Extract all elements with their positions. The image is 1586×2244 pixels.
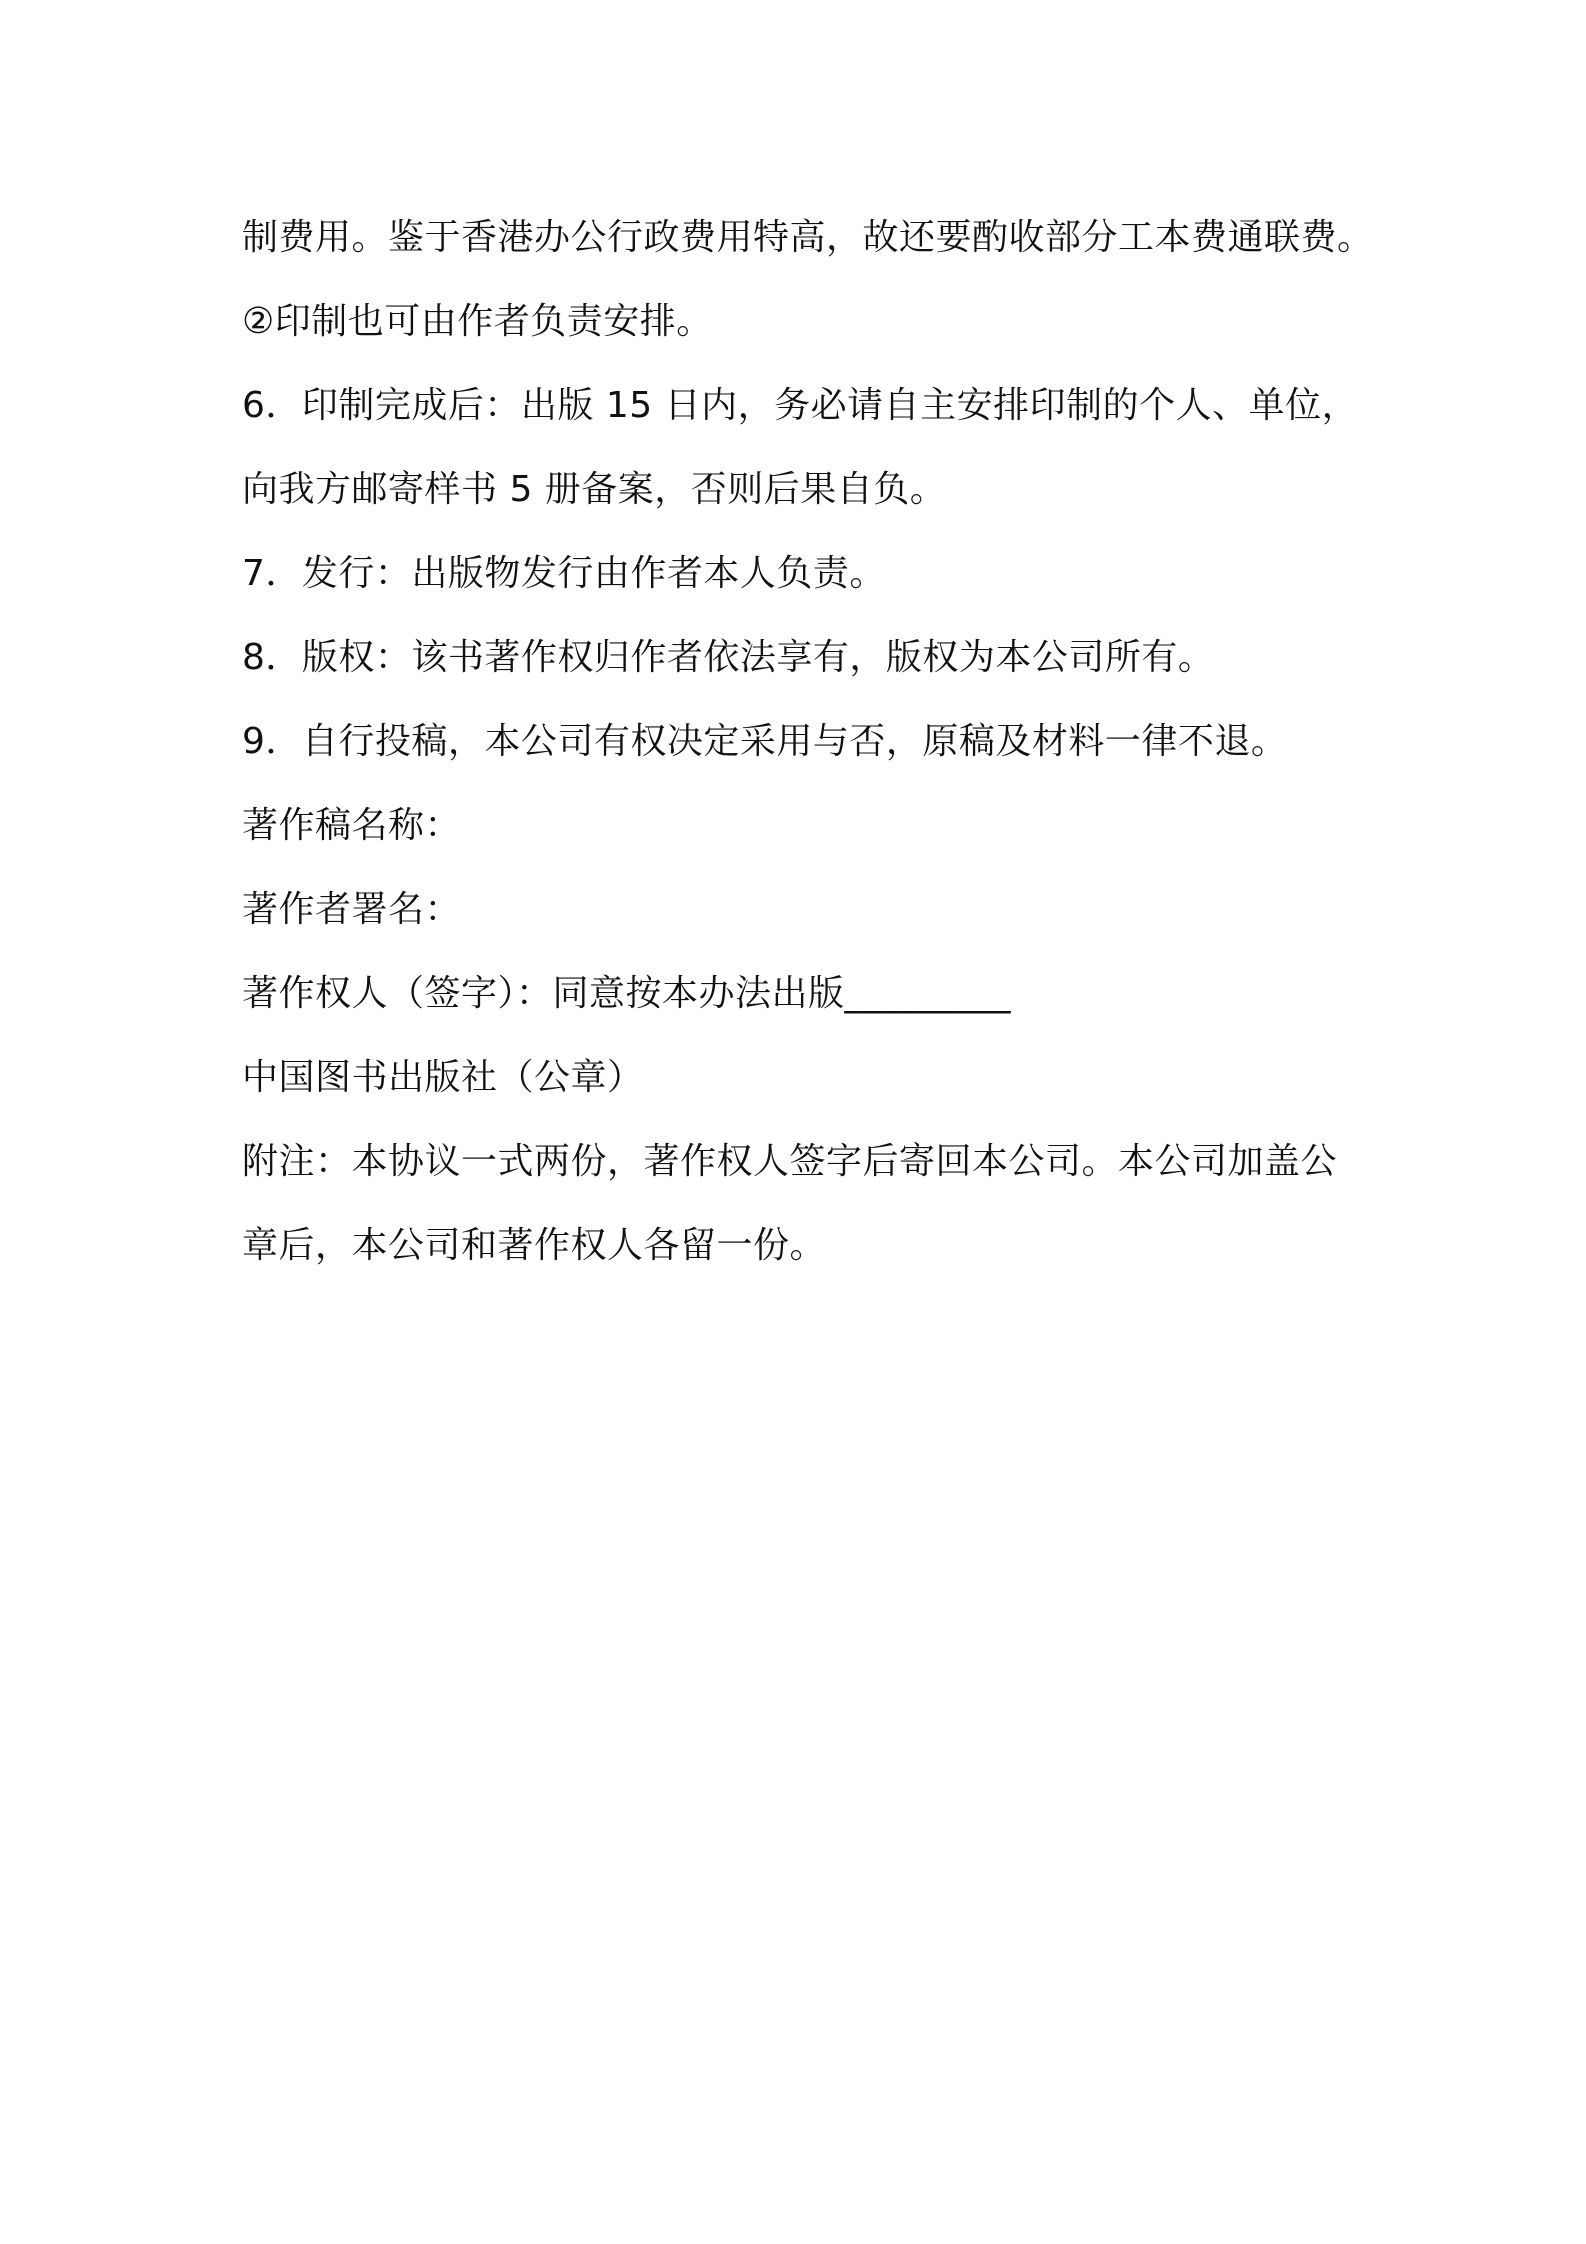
clause-9-submission: 9．自行投稿，本公司有权决定采用与否，原稿及材料一律不退。 <box>242 721 1288 762</box>
clause-6-continuation: 向我方邮寄样书 5 册备案，否则后果自负。 <box>242 469 947 510</box>
appendix-note: 附注：本协议一式两份，著作权人签字后寄回本公司。本公司加盖公 <box>242 1141 1338 1182</box>
document-body <box>242 196 1374 1288</box>
clause-8-copyright: 8．版权：该书著作权归作者依法享有，版权为本公司所有。 <box>242 637 1215 678</box>
author-name-field: 著作者署名： <box>242 889 462 930</box>
clause-6-after-printing: 6．印制完成后：出版 15 日内，务必请自主安排印制的个人、单位， <box>242 385 1359 426</box>
clause-7-distribution: 7．发行：出版物发行由作者本人负责。 <box>242 553 886 594</box>
fee-clause-continuation: 制费用。鉴于香港办公行政费用特高，故还要酌收部分工本费通联费。 <box>242 217 1374 258</box>
self-printing-clause: ②印制也可由作者负责安排。 <box>242 301 713 342</box>
copyright-holder-signature-field: 著作权人（签字）：同意按本办法出版_________ <box>242 973 1012 1014</box>
manuscript-title-field: 著作稿名称： <box>242 805 462 846</box>
appendix-note-continuation: 章后，本公司和著作权人各留一份。 <box>242 1225 827 1266</box>
publisher-seal-line: 中国图书出版社（公章） <box>242 1057 644 1098</box>
